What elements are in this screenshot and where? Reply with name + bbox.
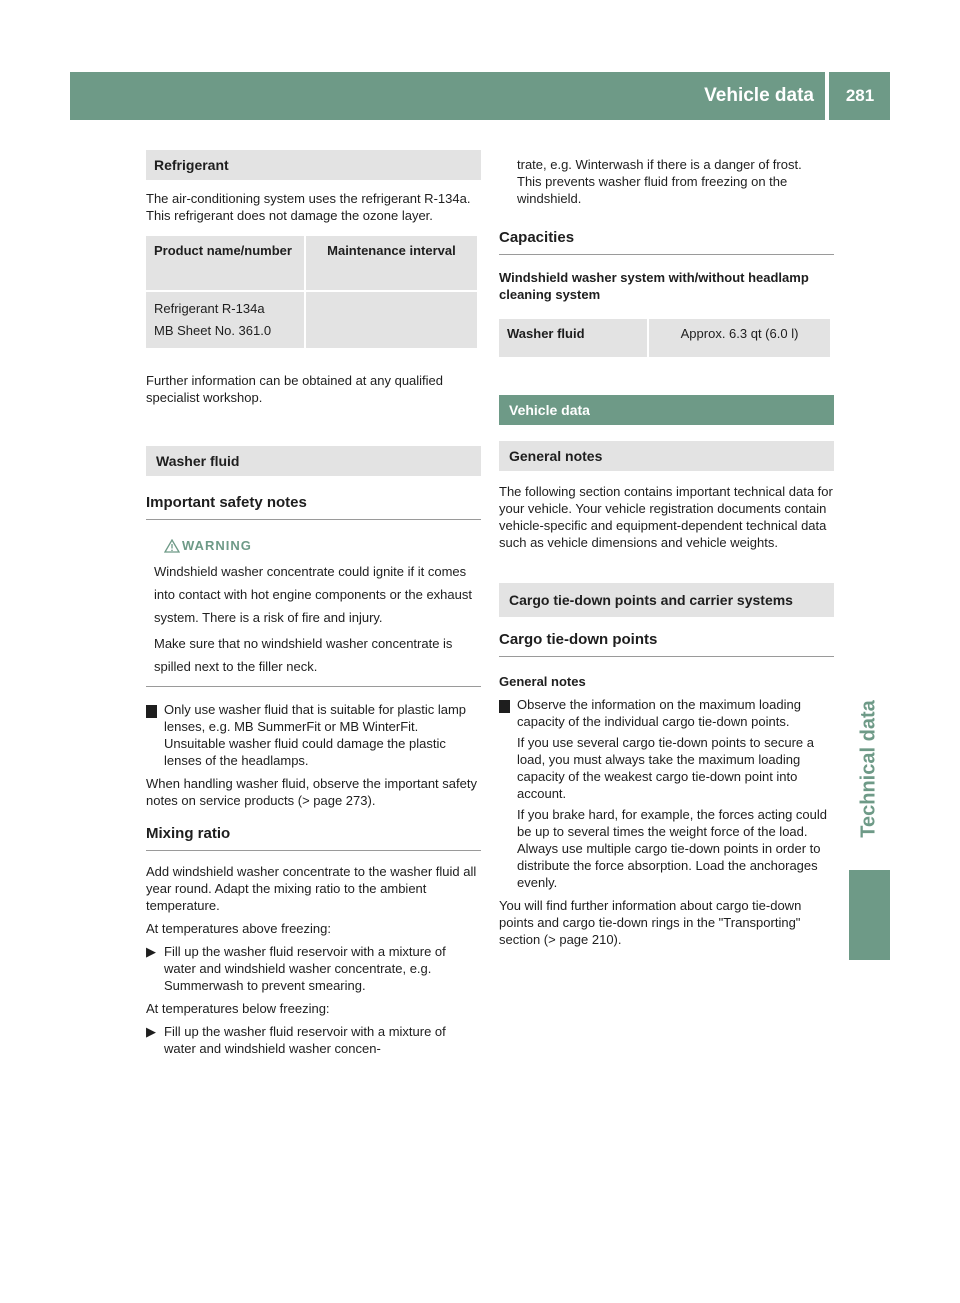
right-column bbox=[493, 150, 834, 948]
refrigerant-intro: The air-conditioning system uses the refrigerant R-134a. This refrigerant does not damage the ozone layer. bbox=[146, 191, 471, 223]
step-text: Fill up the washer fluid reservoir with a mixture of water and windshield washer concen- bbox=[164, 1024, 446, 1056]
refrigerant-table bbox=[144, 234, 479, 350]
warning-text: Windshield washer concentrate could ignite if it comes into contact with hot engine components or the exhaust system. There is a risk of fire and injury. bbox=[154, 564, 472, 625]
section-title: Vehicle data bbox=[704, 85, 814, 106]
warning-triangle-icon bbox=[164, 539, 180, 553]
exclamation-icon: ! bbox=[146, 705, 157, 718]
note-item bbox=[493, 696, 834, 730]
capacities-heading: Capacities bbox=[499, 229, 834, 255]
continuation-text-2: This prevents washer fluid from freezing on the windshield. bbox=[517, 174, 788, 206]
table-cell bbox=[146, 292, 304, 348]
chapter-tab bbox=[849, 674, 890, 864]
note-item bbox=[140, 701, 481, 769]
warning-header bbox=[154, 534, 481, 557]
note-text: Observe the information on the maximum loading capacity of the individual cargo tie-down points. bbox=[517, 697, 801, 729]
cargo-heading: Cargo tie-down points and carrier systems bbox=[499, 583, 834, 617]
step-arrow-icon: ▶ bbox=[146, 944, 156, 959]
left-column bbox=[140, 150, 481, 1057]
note-text: If you brake hard, for example, the forces acting could be up to several times the weight force of the load. Always use multiple cargo tie-down points in order to distribute the force absorption. Load the anchorages evenly. bbox=[517, 807, 828, 890]
mixing-ratio-heading: Mixing ratio bbox=[146, 825, 481, 851]
page-number: 281 bbox=[845, 86, 875, 105]
product-number: MB Sheet No. 361.0 bbox=[154, 323, 272, 338]
step-arrow-icon: ▶ bbox=[146, 1024, 156, 1039]
handling-text: When handling washer fluid, observe the important safety notes on service products (> page 273). bbox=[146, 776, 477, 808]
table-cell bbox=[306, 292, 477, 348]
header-divider bbox=[825, 72, 829, 120]
step-item bbox=[146, 1023, 481, 1057]
refrigerant-further-info: Further information can be obtained at any qualified specialist workshop. bbox=[146, 373, 444, 405]
step-item bbox=[146, 943, 481, 994]
chapter-marker bbox=[849, 870, 890, 960]
below-freezing-label: At temperatures below freezing: bbox=[146, 1001, 330, 1016]
product-name: Refrigerant R-134a bbox=[154, 301, 265, 316]
vehicle-data-heading: Vehicle data bbox=[499, 395, 834, 425]
warning-instruction: Make sure that no windshield washer concentrate is spilled next to the filler neck. bbox=[154, 636, 453, 674]
table-cell: Washer fluid bbox=[499, 319, 647, 357]
table-header-row bbox=[146, 236, 477, 290]
cargo-subheading: Cargo tie-down points bbox=[499, 631, 834, 657]
note-text: Only use washer fluid that is suitable for plastic lamp lenses, e.g. MB SummerFit or MB WinterFit. Unsuitable washer fluid could damage the plastic lenses of the headlamps. bbox=[164, 702, 467, 768]
note-text: If you use several cargo tie-down points to secure a load, you must always take the maximum loading capacity of the weakest cargo tie-down point into account. bbox=[517, 735, 814, 801]
washer-system-heading: Windshield washer system with/without headlamp cleaning system bbox=[499, 270, 809, 302]
washer-fluid-heading: Washer fluid bbox=[146, 446, 481, 476]
general-notes-heading: General notes bbox=[499, 441, 834, 471]
page-header-bar bbox=[70, 72, 890, 120]
general-notes-subheading: General notes bbox=[499, 674, 586, 689]
mixing-text: Add windshield washer concentrate to the washer fluid all year round. Adapt the mixing ratio to the ambient temperature. bbox=[146, 864, 477, 913]
table-cell: Approx. 6.3 qt (6.0 l) bbox=[649, 319, 830, 357]
exclamation-icon: ! bbox=[499, 700, 510, 713]
table-row bbox=[146, 292, 477, 348]
chapter-tab-label: Technical data bbox=[857, 700, 880, 838]
refrigerant-heading: Refrigerant bbox=[146, 150, 481, 180]
further-info-text: You will find further information about cargo tie-down points and cargo tie-down rings in the "Transporting" section (> page 210). bbox=[499, 898, 802, 947]
table-header: Product name/number bbox=[146, 236, 304, 290]
warning-box bbox=[146, 534, 481, 687]
table-row bbox=[499, 319, 830, 357]
capacity-table bbox=[497, 317, 832, 359]
above-freezing-label: At temperatures above freezing: bbox=[146, 921, 331, 936]
safety-notes-heading: Important safety notes bbox=[146, 494, 481, 520]
table-header: Maintenance interval bbox=[306, 236, 477, 290]
general-notes-text: The following section contains important technical data for your vehicle. Your vehicle registration documents contain vehicle-specific and equipment-dependent technical data such as vehicle dimensions and vehicle weights. bbox=[499, 484, 833, 550]
warning-title: WARNING bbox=[182, 538, 252, 553]
step-text: Fill up the washer fluid reservoir with a mixture of water and windshield washer concentrate, e.g. Summerwash to prevent smearing. bbox=[164, 944, 446, 993]
continuation-text: trate, e.g. Winterwash if there is a danger of frost. bbox=[517, 157, 802, 172]
